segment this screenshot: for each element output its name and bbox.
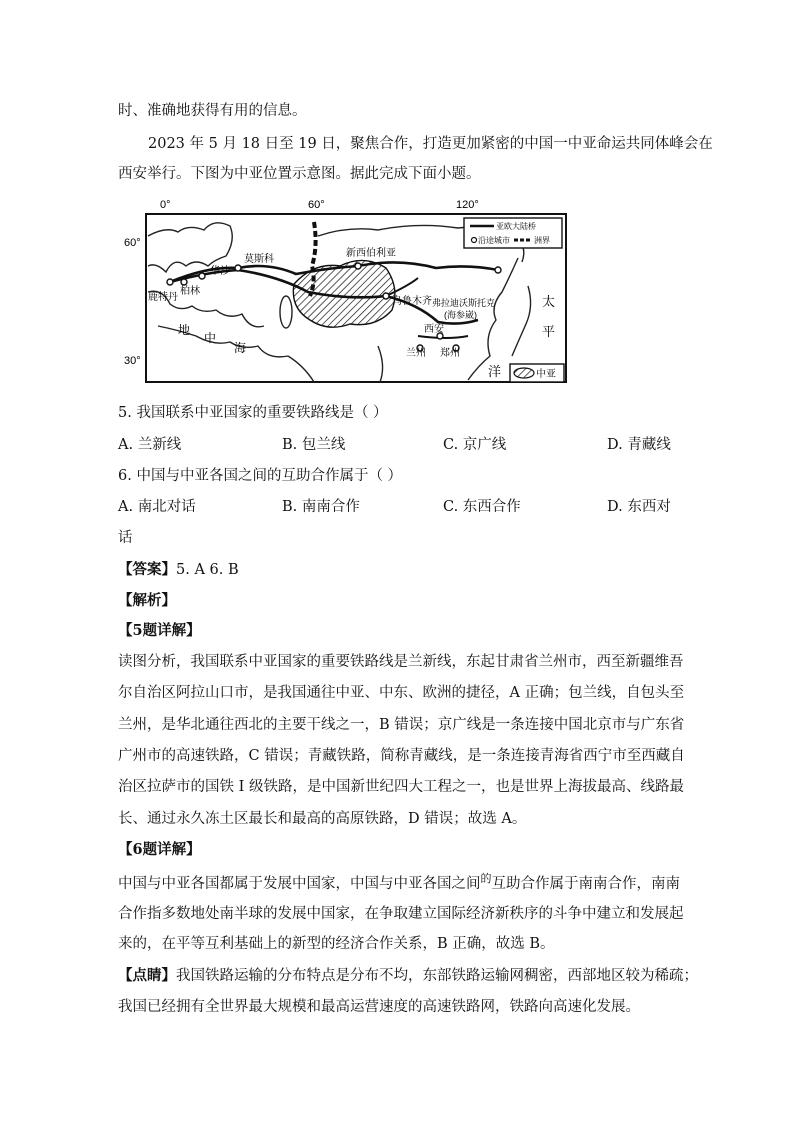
q5-detail-line: 兰州，是华北通往西北的主要干线之一，B 错误；京广线是一条连接中国北京市与广东省 (118, 717, 685, 733)
intro-tail: 时、准确地获得有用的信息。 (118, 103, 307, 119)
answer-text: 5. A 6. B (176, 562, 239, 578)
legend-city-swatch (472, 238, 477, 243)
label-xian: 西安 (424, 324, 444, 335)
label-lanzhou: 兰州 (406, 348, 426, 359)
tip-line-1 (118, 966, 698, 986)
q6-detail-line-1b: 互助合作属于南南合作，南南 (491, 876, 680, 892)
q5-detail-line: 长、通过永久冻土区最长和最高的高原铁路，D 错误；故选 A。 (118, 811, 527, 827)
q6-detail-line-3: 来的，在平等互利基础上的新型的经济合作关系，B 正确，故选 B。 (118, 936, 555, 952)
city-marker-berlin (181, 279, 187, 285)
q6-option-a: A. 南北对话 (118, 499, 196, 515)
answer-line (118, 560, 239, 580)
tip-label: 【点睛】 (118, 967, 176, 984)
q6-detail-line-1a: 中国与中亚各国都属于发展中国家，中国与中亚各国之间 (118, 876, 481, 892)
label-warsaw: 华沙 (210, 266, 230, 277)
legend-railway-label: 亚欧大陆桥 (496, 222, 536, 231)
q5-option-b: B. 包兰线 (282, 437, 346, 453)
city-marker-vladivostok (495, 267, 501, 273)
label-urumqi: 乌鲁木齐 (392, 296, 432, 307)
q5-detail-label: 【5题详解】 (118, 622, 201, 639)
lon-label-60: 60° (308, 199, 325, 211)
lon-label-0: 0° (160, 199, 171, 211)
q5-detail-line: 广州市的高速铁路，C 错误；青藏铁路，简称青藏线，是一条连接青海省西宁市至西藏自 (118, 748, 685, 764)
q5-option-a: A. 兰新线 (118, 437, 182, 453)
lat-label-60: 60° (124, 237, 141, 249)
q6-option-d-wrap: 话 (118, 530, 133, 546)
q5-detail-line: 读图分析，我国联系中亚国家的重要铁路线是兰新线，东起甘肃省兰州市，西至新疆维吾 (118, 654, 684, 670)
city-marker-warsaw (199, 273, 205, 279)
label-haishenwai: (海参崴) (444, 310, 477, 320)
city-marker-moscow (235, 265, 241, 271)
label-berlin: 柏林 (180, 286, 200, 297)
tip-line-2: 我国已经拥有全世界最大规模和最高运营速度的高速铁路网，铁路向高速化发展。 (118, 999, 640, 1015)
label-zhengzhou: 郑州 (440, 348, 460, 359)
context-line-1: 2023 年 5 月 18 日至 19 日，聚焦合作，打造更加紧密的中国一中亚命运共同体峰会在 (148, 136, 713, 152)
context-line-2: 西安举行。下图为中亚位置示意图。据此完成下面小题。 (118, 166, 481, 182)
q6-detail-label: 【6题详解】 (118, 841, 201, 858)
label-di: 地 (178, 323, 191, 337)
key-swatch (514, 368, 534, 378)
label-yang: 洋 (488, 364, 502, 379)
q6-option-c: C. 东西合作 (443, 499, 521, 515)
q6-option-b: B. 南南合作 (282, 499, 360, 515)
q5-option-d: D. 青藏线 (607, 437, 671, 453)
label-rotterdam: 鹿特丹 (148, 292, 178, 303)
lon-label-120: 120° (456, 199, 479, 211)
lat-label-30: 30° (124, 355, 141, 367)
legend-city-label: 沿途城市 (478, 236, 510, 245)
question-5-stem: 5. 我国联系中亚国家的重要铁路线是（ ） (118, 405, 388, 421)
q5-option-c: C. 京广线 (443, 437, 507, 453)
q5-detail-line: 治区拉萨市的国铁 I 级铁路，是中国新世纪四大工程之一，也是世界上海拔最高、线路最 (118, 779, 684, 795)
analysis-label: 【解析】 (118, 592, 176, 609)
label-moscow: 莫斯科 (244, 254, 274, 265)
tip-text-1: 我国铁路运输的分布特点是分布不均，东部铁路运输网稠密，西部地区较为稀疏； (176, 968, 698, 984)
q5-detail-line: 尔自治区阿拉山口市，是我国通往中亚、中东、欧洲的捷径，A 正确；包兰线，自包头至 (118, 685, 685, 701)
key-label: 中亚 (536, 369, 556, 380)
q6-detail-superscript: 的 (480, 872, 492, 885)
label-novosibirsk: 新西伯利亚 (346, 248, 396, 259)
label-ping: 平 (542, 324, 556, 339)
city-marker-rotterdam (167, 279, 173, 285)
legend-boundary-label: 洲界 (534, 236, 550, 245)
central-asia-location-map (118, 196, 574, 384)
label-hai: 海 (234, 341, 247, 355)
label-zhong: 中 (204, 331, 217, 345)
q6-detail-line-1 (118, 874, 680, 895)
label-vladivostok: 弗拉迪沃斯托克 (432, 298, 496, 308)
question-6-stem: 6. 中国与中亚各国之间的互助合作属于（ ） (118, 468, 403, 484)
answer-label: 【答案】 (118, 561, 176, 578)
city-marker-novosibirsk (355, 263, 361, 269)
city-marker-urumqi (383, 293, 389, 299)
q6-detail-line-2: 合作指多数地处南半球的发展中国家，在争取建立国际经济新秩序的斗争中建立和发展起 (118, 906, 684, 922)
label-tai: 太 (542, 294, 556, 309)
q6-option-d: D. 东西对 (607, 499, 671, 515)
